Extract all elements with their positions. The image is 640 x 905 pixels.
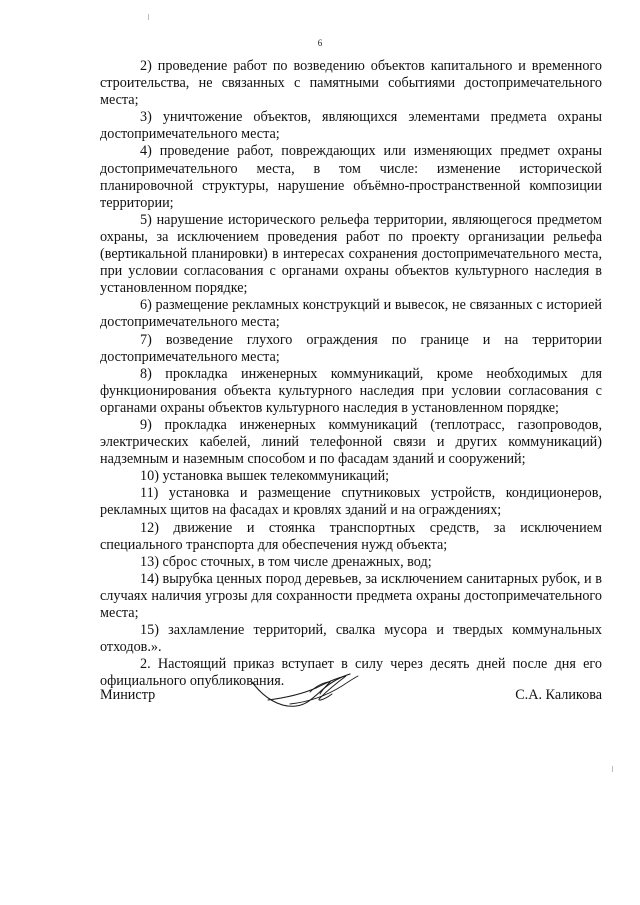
- list-item-11: 11) установка и размещение спутниковых устройств, кондиционеров, рекламных щитов на фасадах и кровлях зданий и на ограждениях;: [100, 485, 602, 519]
- list-item-7: 7) возведение глухого ограждения по границе и на территории достопримечательного места;: [100, 331, 602, 365]
- list-item-8: 8) прокладка инженерных коммуникаций, кроме необходимых для функционирования объекта культурного наследия при условии согласования с органами охраны объектов культурного наследия в установленном порядке;: [100, 365, 602, 416]
- signature-block: [100, 682, 602, 722]
- signer-name: С.А. Каликова: [515, 687, 602, 703]
- signer-title: Министр: [100, 687, 156, 703]
- list-item-6: 6) размещение рекламных конструкций и вывесок, не связанных с историей достопримечательного места;: [100, 297, 602, 331]
- handwritten-signature: [250, 668, 360, 712]
- list-item-5: 5) нарушение исторического рельефа территории, являющегося предметом охраны, за исключением проведения работ по проекту организации рельефа (вертикальной планировки) в интересах сохранения достопримечательного места, при условии согласования с органами охраны объектов культурного наследия в установленном порядке;: [100, 211, 602, 297]
- scan-edge-mark-top: [148, 14, 149, 20]
- scan-edge-mark-right: [612, 766, 613, 772]
- list-item-3: 3) уничтожение объектов, являющихся элементами предмета охраны достопримечательного места;: [100, 109, 602, 143]
- effective-date-clause: 2. Настоящий приказ вступает в силу через десять дней после дня его официального опубликования.: [100, 656, 602, 690]
- list-item-4: 4) проведение работ, повреждающих или изменяющих предмет охраны достопримечательного места, в том числе: изменение исторической планировочной структуры, нарушение объёмно-пространственной композиции территории;: [100, 143, 602, 211]
- document-body: [100, 58, 602, 690]
- list-item-13: 13) сброс сточных, в том числе дренажных, вод;: [140, 553, 432, 570]
- list-item-10: 10) установка вышек телекоммуникаций;: [140, 468, 390, 485]
- list-item-9: 9) прокладка инженерных коммуникаций (теплотрасс, газопроводов, электрических кабелей, линий телефонной связи и других коммуникаций) надземным и наземным способом и по фасадам зданий и сооружений;: [100, 416, 602, 468]
- list-item-12: 12) движение и стоянка транспортных средств, за исключением специального транспорта для обеспечения нужд объекта;: [100, 519, 602, 553]
- list-item-14: 14) вырубка ценных пород деревьев, за исключением санитарных рубок, и в случаях наличия угрозы для сохранности предмета охраны достопримечательного места;: [100, 570, 602, 621]
- page-number: 6: [317, 38, 323, 48]
- list-item-15: 15) захламление территорий, свалка мусора и твердых коммунальных отходов.».: [100, 622, 602, 656]
- list-item-2: 2) проведение работ по возведению объектов капитального и временного строительства, не связанных с памятными событиями достопримечательного места;: [100, 58, 602, 109]
